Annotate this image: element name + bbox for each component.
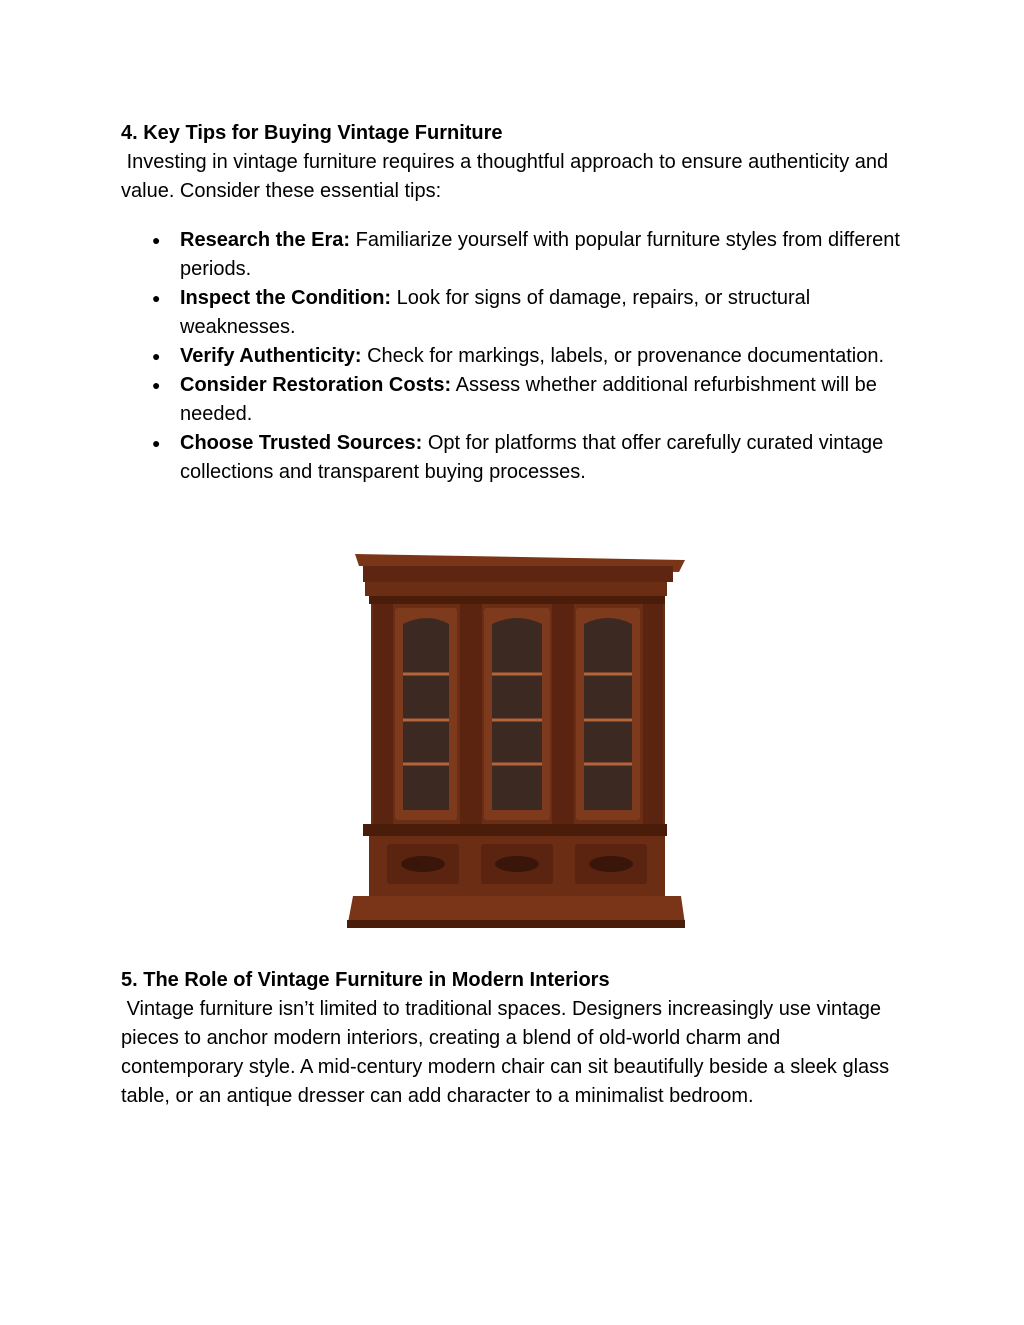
tip-text: Check for markings, labels, or provenance documentation.	[361, 345, 885, 367]
tip-text: Opt for platforms that offer carefully curated vintage collections and transparent buying processes.	[180, 432, 884, 483]
tips-list	[121, 226, 901, 487]
section-4-title: 4. Key Tips for Buying Vintage Furniture	[121, 122, 503, 144]
tip-text: Familiarize yourself with popular furniture styles from different periods.	[180, 229, 900, 280]
list-item	[121, 284, 901, 342]
tip-text: Look for signs of damage, repairs, or structural weaknesses.	[180, 287, 811, 338]
tip-label: Research the Era:	[180, 229, 351, 251]
bookcase-image	[343, 546, 691, 934]
list-item	[121, 226, 901, 284]
tip-label: Consider Restoration Costs:	[180, 374, 452, 396]
bullet-icon: ●	[152, 290, 161, 306]
section-4	[121, 119, 901, 487]
tip-label: Verify Authenticity:	[180, 345, 362, 367]
tip-text: Assess whether additional refurbishment will be needed.	[180, 374, 877, 425]
section-5-title: 5. The Role of Vintage Furniture in Modern Interiors	[121, 969, 610, 991]
bullet-icon: ●	[152, 232, 161, 248]
list-item	[121, 342, 901, 371]
section-4-intro: Investing in vintage furniture requires a thoughtful approach to ensure authenticity and value. Consider these essential tips:	[121, 151, 894, 202]
section-5	[121, 966, 901, 1111]
list-item	[121, 429, 901, 487]
bullet-icon: ●	[152, 435, 161, 451]
tip-label: Choose Trusted Sources:	[180, 432, 423, 454]
tip-label: Inspect the Condition:	[180, 287, 392, 309]
section-5-body: Vintage furniture isn’t limited to traditional spaces. Designers increasingly use vintage pieces to anchor modern interiors, creating a blend of old-world charm and contemporary style. A mid-century modern chair can sit beautifully beside a sleek glass table, or an antique dresser can add character to a minimalist bedroom.	[121, 998, 895, 1107]
list-item	[121, 371, 901, 429]
bullet-icon: ●	[152, 377, 161, 393]
bullet-icon: ●	[152, 348, 161, 364]
